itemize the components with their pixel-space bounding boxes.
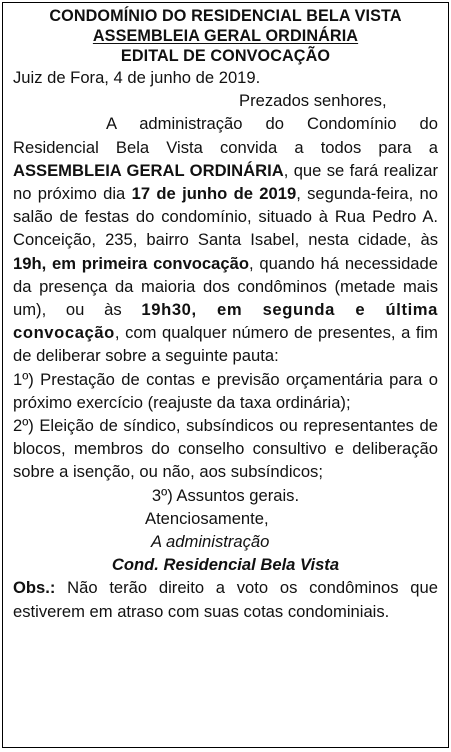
assembly-name: ASSEMBLEIA GERAL ORDINÁRIA [13,160,284,180]
assembly-title: ASSEMBLEIA GERAL ORDINÁRIA [92,27,359,45]
signature-name: Cond. Residencial Bela Vista [111,555,340,575]
convocation-paragraph [13,112,438,367]
condominium-title: CONDOMÍNIO DO RESIDENCIAL BELA VISTA [49,7,402,25]
body-text-1: A administração do Condomínio do Residencial Bela Vista convida a todos para a [13,114,438,157]
body-text-2: , que se fará realizar no próximo dia [13,160,439,204]
notice-title: EDITAL DE CONVOCAÇÃO [120,47,331,65]
meeting-date: 17 de junho de 2019 [131,184,297,204]
notice-header [13,6,438,66]
body-text-5: , com qualquer número de presentes, a fim de deliberar sobre a seguinte pauta: [13,323,438,366]
closing: Atenciosamente, [145,508,269,528]
body-text-4: , quando há necessidade da presença da maioria dos condôminos (metade mais um), ou às [13,253,438,320]
first-call: 19h, em primeira convocação [13,253,249,273]
observation-text: Não terão direito a voto os condôminos que estiverem em atraso com suas cotas condominiais. [13,578,438,621]
greeting: Prezados senhores, [239,91,387,111]
observation [13,576,438,622]
body-text-3: , segunda-feira, no salão de festas do condomínio, situado à Rua Pedro A. Conceição, 235, bairro Santa Isabel, nesta cidade, às [13,184,438,250]
place-date: Juiz de Fora, 4 de junho de 2019. [13,68,261,87]
observation-label: Obs.: [13,578,56,598]
agenda-item-2: 2º) Eleição de síndico, subsíndicos ou representantes de blocos, membros do conselho consultivo e deliberação sobre a isenção, ou não, aos subsíndicos; [13,416,438,482]
signature-role: A administração [151,532,270,552]
second-call: 19h30, em segunda e última convocação [13,300,438,343]
convocation-notice [2,2,449,748]
agenda-item-1: 1º) Prestação de contas e previsão orçamentária para o próximo exercício (reajuste da taxa ordinária); [13,369,438,412]
agenda-item-3: 3º) Assuntos gerais. [151,485,300,505]
